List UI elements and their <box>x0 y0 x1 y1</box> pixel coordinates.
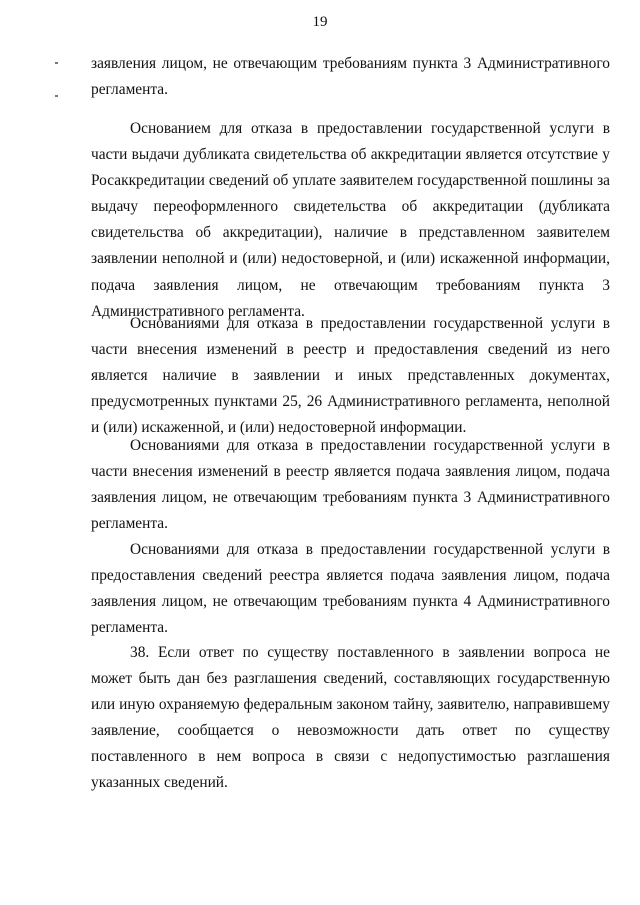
paragraph-item-38: 38. Если ответ по существу поставленного в заявлении вопроса не может быть дан без разглашения сведений, составляющих государственную или иную охраняемую федеральным законом тайну, заявителю, направившему заявление, сообщается о невозможности дать ответ по существу поставленного в нем вопроса в связи с недопустимостью разглашения указанных сведений. <box>91 644 610 792</box>
paragraph-register-info-refusal: Основаниями для отказа в предоставлении государственной услуги в предоставления сведений реестра является подача заявления лицом, подача заявления лицом, не отвечающим требованиям пункта 4 Административного регламента. <box>91 541 610 637</box>
scan-artifact-mark <box>55 95 58 97</box>
paragraph-continuation: заявления лицом, не отвечающим требованиям пункта 3 Административного регламента. <box>91 55 610 99</box>
paragraph-register-update-refusal: Основаниями для отказа в предоставлении государственной услуги в части внесения изменений в реестр является подача заявления лицом, подача заявления лицом, не отвечающим требованиям пункта 3 Административного регламента. <box>91 437 610 533</box>
paragraph-register-changes-refusal: Основаниями для отказа в предоставлении государственной услуги в части внесения изменений в реестр и предоставления сведений из него является наличие в заявлении и иных представленных документах, предусмотренных пунктами 25, 26 Административного регламента, неполной и (или) искаженной, и (или) недостоверной информации. <box>91 315 610 437</box>
paragraph-duplicate-refusal: Основанием для отказа в предоставлении государственной услуги в части выдачи дубликата свидетельства об аккредитации является отсутствие у Росаккредитации сведений об уплате заявителем государственной пошлины за выдачу переоформленного свидетельства об аккредитации (дубликата свидетельства об аккредитации), наличие в представленном заявителем заявлении неполной и (или) недостоверной, и (или) искаженной информации, подача заявления лицом, не отвечающим требованиям пункта 3 Административного регламента. <box>91 120 610 320</box>
scan-artifact-mark <box>55 62 58 64</box>
page-number: 19 <box>312 14 328 30</box>
